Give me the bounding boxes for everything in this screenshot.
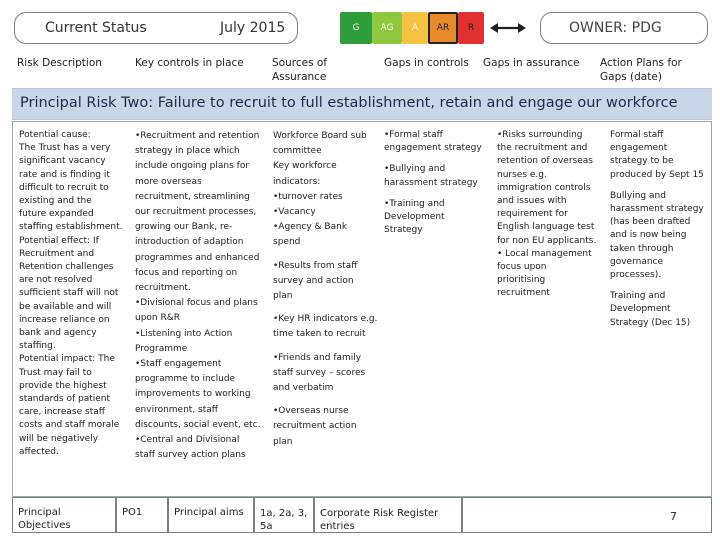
gaps-controls-line: •Formal staff: [384, 130, 443, 140]
action-plans-column: [610, 129, 706, 330]
gaps-assurance-line: for non EU applicants.: [497, 235, 597, 246]
controls-line: growing our Bank, re-: [135, 222, 233, 233]
sources-line: •Friends and family: [273, 352, 362, 363]
sources-line: time taken to recruit: [273, 329, 366, 340]
gaps-assurance-column: [497, 129, 603, 301]
sources-line: Workforce Board sub: [273, 131, 367, 141]
gaps-assurance-line: focus upon: [497, 262, 547, 273]
header-risk-description: Risk Description: [17, 57, 102, 69]
cause-line: sufficient staff will not: [19, 288, 119, 299]
owner-label: OWNER: PDG: [569, 20, 662, 36]
action-plans-line: Bullying and: [610, 190, 666, 201]
rag-amber-red-selected: [428, 12, 458, 44]
action-plans-line: Formal staff: [610, 130, 664, 140]
sources-line: •Key HR indicators e.g.: [273, 314, 378, 325]
current-status-label: Current Status: [45, 20, 147, 36]
sources-line: Key workforce: [273, 161, 337, 172]
sources-column: [273, 129, 379, 450]
header-action-plans: [600, 56, 682, 84]
objectives-label: Principal Objectives: [18, 507, 71, 531]
gaps-controls-line: [384, 155, 492, 163]
gaps-controls-line: •Bullying and: [384, 164, 446, 175]
cause-line: difficult to recruit to: [19, 182, 109, 193]
rag-red-label: R: [467, 23, 475, 33]
footer-aims-cell: [254, 497, 314, 533]
sources-line: •turnover rates: [273, 191, 343, 202]
gaps-controls-line: [384, 190, 492, 198]
action-plans-line: [610, 282, 706, 290]
cause-line: staffing.: [19, 341, 56, 352]
controls-line: •Recruitment and retention: [135, 131, 260, 141]
sources-line: plan: [273, 436, 293, 447]
action-plans-line: engagement: [610, 143, 668, 154]
cause-line: Trust may fail to: [19, 367, 92, 378]
sources-line: survey and action: [273, 275, 354, 286]
controls-line: include ongoing plans for: [135, 161, 250, 172]
aims-line-1: 1a, 2a, 3,: [260, 508, 308, 519]
footer-register-cell: [314, 497, 462, 533]
controls-line: •Central and Divisional: [135, 435, 240, 446]
rag-green: [340, 12, 372, 44]
controls-line: •Divisional focus and plans: [135, 298, 258, 309]
controls-line: programme to include: [135, 374, 236, 385]
rag-amber-red-label: AR: [436, 23, 450, 33]
page-number: 7: [670, 510, 677, 523]
gaps-assurance-line: •Risks surrounding: [497, 130, 583, 140]
gaps-assurance-line: the recruitment and: [497, 143, 588, 154]
controls-line: •Listening into Action: [135, 328, 233, 339]
gaps-controls-column: [384, 129, 492, 237]
aims-line-2: 5a: [260, 521, 273, 532]
cause-line: are not resolved: [19, 275, 93, 286]
gaps-controls-line: engagement strategy: [384, 143, 482, 154]
action-plans-line: strategy to be: [610, 156, 674, 167]
sources-line: recruitment action: [273, 421, 357, 432]
cause-line: care, increase staff: [19, 407, 105, 418]
footer-aims-label-cell: [168, 497, 254, 533]
sources-line: [273, 251, 379, 259]
risk-body: [12, 121, 712, 497]
cause-line: standards of patient: [19, 394, 111, 405]
controls-line: Programme: [135, 343, 188, 354]
double-arrow-icon: [488, 14, 528, 42]
rag-red: [458, 12, 484, 44]
action-plans-line: Development: [610, 304, 671, 315]
controls-line: recruitment, streamlining: [135, 191, 250, 202]
footer-objectives-label-cell: [12, 497, 116, 533]
rag-green-label: G: [352, 23, 360, 33]
cause-line: costs and staff morale: [19, 420, 120, 431]
sources-line: [273, 304, 379, 312]
action-plans-line: Training and: [610, 291, 666, 302]
action-plans-line: processes).: [610, 270, 662, 281]
cause-line: Potential impact: The: [19, 354, 115, 365]
gaps-assurance-line: requirement for: [497, 209, 568, 220]
action-plans-line: produced by Sept 15: [610, 169, 704, 180]
sources-line: spend: [273, 237, 301, 248]
aims-value: [260, 507, 307, 533]
controls-line: improvements to working: [135, 389, 251, 400]
current-status-pill: [14, 12, 298, 44]
controls-line: focus and reporting on: [135, 267, 238, 278]
register-line-1: Corporate Risk Register: [320, 508, 439, 519]
header-key-controls: Key controls in place: [135, 57, 244, 69]
gaps-controls-line: harassment strategy: [384, 177, 478, 188]
gaps-controls-line: •Training and: [384, 198, 445, 209]
header-gaps-in-controls: Gaps in controls: [384, 57, 469, 69]
action-plans-line: taken through: [610, 243, 674, 254]
objective-value: PO1: [122, 507, 143, 518]
cause-line: The Trust has a very: [19, 143, 111, 154]
action-plans-line: (has been drafted: [610, 217, 691, 228]
sources-line: •Results from staff: [273, 260, 358, 271]
action-plans-line: and is now being: [610, 230, 687, 241]
cause-line: significant vacancy: [19, 156, 106, 167]
header-sources-line-1: Sources of: [272, 57, 327, 69]
gaps-assurance-line: and issues with: [497, 196, 567, 207]
sources-line: staff survey – scores: [273, 367, 366, 378]
sources-line: plan: [273, 291, 293, 302]
footer-objective-cell: [116, 497, 168, 533]
controls-line: more overseas: [135, 176, 202, 187]
action-plans-line: [610, 182, 706, 190]
controls-line: introduction of adaption: [135, 237, 244, 248]
footer-page-cell: [462, 497, 712, 533]
action-plans-line: harassment strategy: [610, 204, 704, 215]
sources-line: •Vacancy: [273, 207, 316, 218]
gaps-assurance-line: immigration controls: [497, 182, 591, 193]
rag-amber-label: A: [411, 23, 419, 33]
cause-line: be available and will: [19, 301, 112, 312]
controls-line: strategy in place which: [135, 146, 240, 157]
cause-line: provide the highest: [19, 380, 107, 391]
header-gaps-in-assurance: Gaps in assurance: [483, 57, 580, 69]
action-plans-line: Strategy (Dec 15): [610, 317, 691, 328]
cause-line: Potential cause:: [19, 130, 91, 140]
controls-line: upon R&R: [135, 313, 181, 324]
gaps-assurance-line: English language test: [497, 222, 595, 233]
sources-line: committee: [273, 146, 322, 157]
action-plans-line: governance: [610, 256, 664, 267]
cause-line: increase reliance on: [19, 314, 110, 325]
gaps-assurance-line: nurses e.g.: [497, 169, 547, 180]
risk-title: Principal Risk Two: Failure to recruit to full establishment, retain and engage our workforce: [20, 95, 678, 111]
rag-amber-green-label: AG: [380, 23, 394, 33]
gaps-controls-line: Development: [384, 212, 445, 223]
cause-line: Potential effect: If: [19, 235, 99, 246]
header-sources-of-assurance: [272, 56, 327, 84]
sources-line: •Overseas nurse: [273, 406, 349, 417]
cause-line: affected.: [19, 446, 59, 457]
sources-line: •Agency & Bank: [273, 222, 348, 233]
rag-amber-green: [372, 12, 402, 44]
gaps-assurance-line: prioritising: [497, 275, 546, 286]
controls-line: recruitment.: [135, 283, 191, 294]
controls-line: •Staff engagement: [135, 359, 222, 370]
risk-title-band: [12, 88, 712, 120]
header-sources-line-2: Assurance: [272, 71, 327, 83]
controls-line: staff survey action plans: [135, 450, 246, 461]
cause-line: existing and the: [19, 196, 92, 207]
sources-line: [273, 396, 379, 404]
controls-line: discounts, social event, etc.: [135, 419, 261, 430]
sources-line: [273, 343, 379, 351]
register-line-2: entries: [320, 521, 355, 532]
cause-column: [19, 129, 125, 459]
cause-line: staffing establishment.: [19, 222, 123, 233]
column-headers: [12, 52, 712, 88]
header-action-line-1: Action Plans for: [600, 57, 682, 69]
sources-line: and verbatim: [273, 383, 334, 394]
gaps-assurance-line: • Local management: [497, 248, 592, 259]
cause-line: Retention challenges: [19, 262, 114, 273]
header-action-line-2: Gaps (date): [600, 71, 662, 83]
register-label: [320, 507, 438, 533]
aims-label: Principal aims: [174, 507, 244, 518]
rag-amber: [402, 12, 428, 44]
controls-line: environment, staff: [135, 404, 218, 415]
cause-line: will be negatively: [19, 433, 99, 444]
controls-line: programmes and enhanced: [135, 252, 260, 263]
key-controls-column: [135, 129, 263, 463]
cause-line: bank and agency: [19, 328, 97, 339]
owner-pill: [540, 12, 708, 44]
gaps-assurance-line: retention of overseas: [497, 156, 593, 167]
gaps-controls-line: Strategy: [384, 225, 423, 236]
status-date: July 2015: [220, 20, 286, 36]
gaps-assurance-line: recruitment: [497, 288, 550, 299]
cause-line: Recruitment and: [19, 248, 95, 259]
cause-line: rate and is finding it: [19, 169, 110, 180]
controls-line: our recruitment processes,: [135, 207, 257, 218]
sources-line: indicators:: [273, 176, 321, 187]
cause-line: future expanded: [19, 209, 94, 220]
